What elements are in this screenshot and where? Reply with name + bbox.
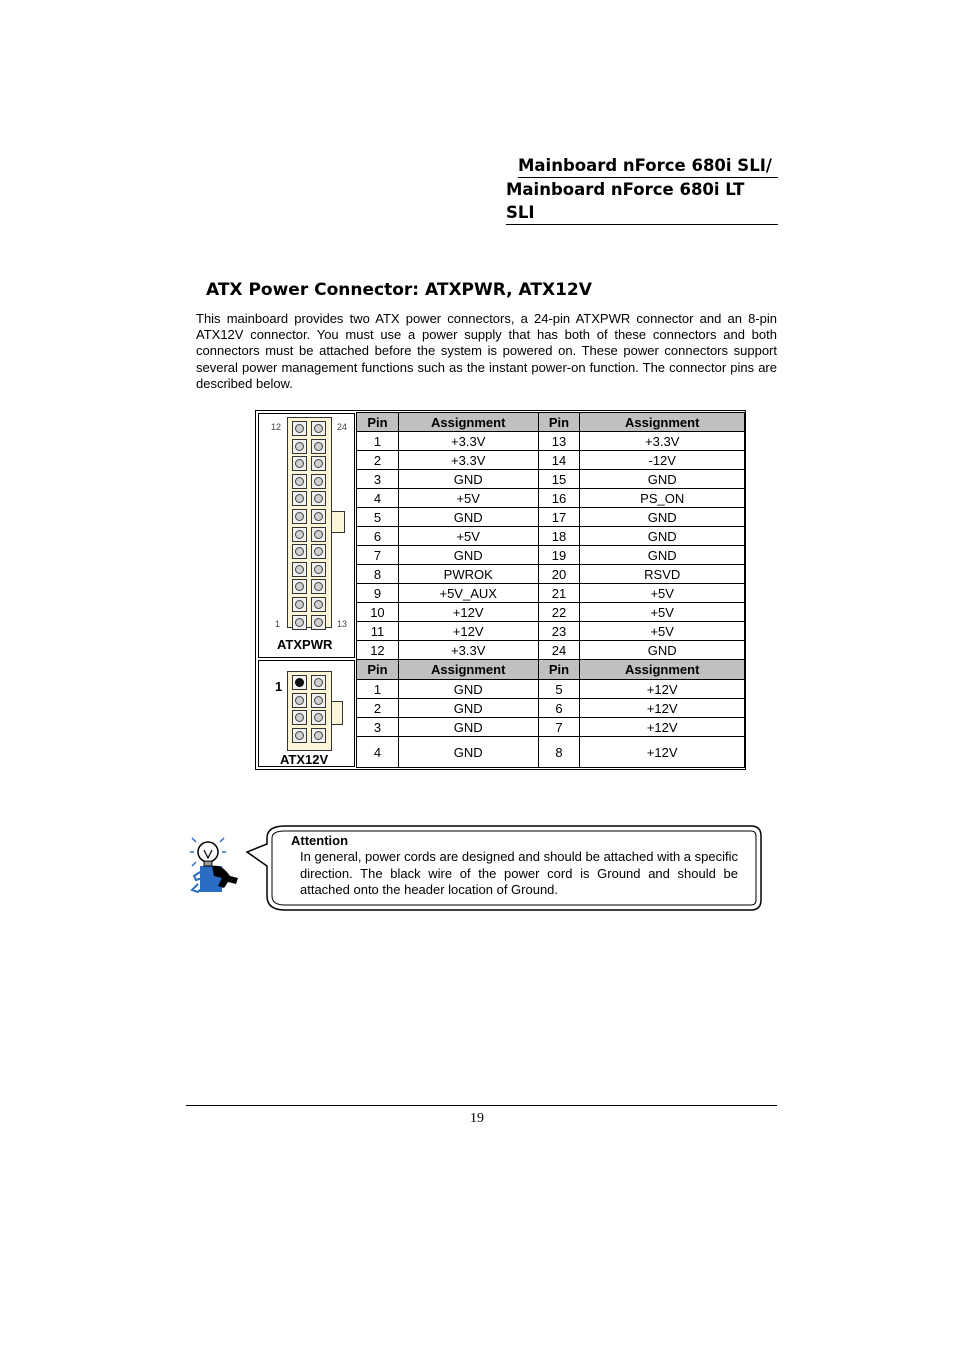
assignment-cell: GND	[398, 737, 538, 768]
pin-number-cell: 10	[357, 603, 399, 622]
table-row	[357, 737, 745, 768]
header-line-1: Mainboard nForce 680i SLI/	[518, 154, 778, 178]
connector-pin	[311, 579, 326, 594]
header-assignment: Assignment	[398, 660, 538, 680]
assignment-cell: +12V	[580, 737, 745, 768]
assignment-cell: +5V_AUX	[398, 584, 538, 603]
connector-pin	[311, 710, 326, 725]
header-line-2: Mainboard nForce 680i LT SLI	[506, 178, 778, 225]
connector-pin	[311, 544, 326, 559]
connector-pin	[311, 728, 326, 743]
assignment-cell: +5V	[398, 527, 538, 546]
assignment-cell: GND	[398, 699, 538, 718]
pin-number-cell: 2	[357, 451, 399, 470]
assignment-cell: +3.3V	[580, 432, 745, 451]
assignment-cell: GND	[580, 527, 745, 546]
assignment-cell: +12V	[580, 680, 745, 699]
pin-number-cell: 16	[538, 489, 580, 508]
connector-pin	[292, 544, 307, 559]
connector-pin	[311, 509, 326, 524]
connector-pin	[311, 456, 326, 471]
connector-pin	[292, 474, 307, 489]
connector-pin	[292, 439, 307, 454]
connector-pin	[292, 675, 307, 690]
assignment-cell: PWROK	[398, 565, 538, 584]
table-row	[357, 546, 745, 565]
pin-number-cell: 3	[357, 718, 399, 737]
attention-lightbulb-icon	[190, 836, 242, 896]
pin-number-cell: 7	[538, 718, 580, 737]
atx12v-latch-tab	[331, 701, 343, 725]
pin-number-cell: 5	[538, 680, 580, 699]
pin-number-cell: 24	[538, 641, 580, 660]
table-row	[357, 451, 745, 470]
assignment-cell: +3.3V	[398, 641, 538, 660]
connector-pin	[292, 710, 307, 725]
header-pin: Pin	[538, 660, 580, 680]
pin-number-cell: 4	[357, 737, 399, 768]
connector-pin	[292, 509, 307, 524]
attention-body: In general, power cords are designed and should be attached with a specific direction. The black wire of the power cord is Ground and should be attached onto the header location of Ground.	[300, 849, 738, 897]
attention-title: Attention	[291, 833, 349, 848]
pin-number-cell: 9	[357, 584, 399, 603]
pin-number-cell: 23	[538, 622, 580, 641]
atxpwr-connector-housing	[287, 417, 332, 628]
table-row	[357, 584, 745, 603]
table-row	[357, 432, 745, 451]
table-row	[357, 603, 745, 622]
header-assignment: Assignment	[580, 660, 745, 680]
page-header	[506, 154, 778, 225]
assignment-cell: +5V	[398, 489, 538, 508]
atxpwr-latch-tab	[331, 511, 345, 533]
atxpwr-corner-bottom-left: 1	[275, 619, 281, 629]
atxpwr-corner-top-right: 24	[337, 422, 348, 432]
atxpwr-pin-table	[356, 412, 745, 660]
connector-pin	[311, 693, 326, 708]
assignment-cell: GND	[580, 508, 745, 527]
assignment-cell: GND	[398, 546, 538, 565]
table-row	[357, 622, 745, 641]
pin-number-cell: 19	[538, 546, 580, 565]
atxpwr-corner-bottom-right: 13	[337, 619, 348, 629]
header-pin: Pin	[538, 413, 580, 432]
assignment-cell: GND	[398, 718, 538, 737]
connector-pin	[292, 728, 307, 743]
connector-pin	[292, 579, 307, 594]
pin-number-cell: 8	[357, 565, 399, 584]
assignment-cell: GND	[398, 508, 538, 527]
pin-number-cell: 1	[357, 680, 399, 699]
connector-pin	[292, 491, 307, 506]
page-number: 19	[470, 1111, 484, 1126]
connector-pin	[311, 675, 326, 690]
connector-pin	[311, 439, 326, 454]
pin-number-cell: 11	[357, 622, 399, 641]
atx12v-pin-table	[356, 659, 745, 768]
pin-number-cell: 1	[357, 432, 399, 451]
pin-number-cell: 7	[357, 546, 399, 565]
header-pin: Pin	[357, 413, 399, 432]
connector-pin	[292, 597, 307, 612]
table-row	[357, 508, 745, 527]
pin-number-cell: 2	[357, 699, 399, 718]
pin-number-cell: 22	[538, 603, 580, 622]
intro-paragraph: This mainboard provides two ATX power connectors, a 24-pin ATXPWR connector and an 8-pin ATX12V connector. You must use a power supply that has both of these connectors and both connectors must be attached before the system is powered on. These power connectors support several power management functions such as the instant power-on function. The connector pins are described below.	[196, 311, 777, 391]
atx12v-connector-housing	[287, 671, 332, 751]
table-row	[357, 565, 745, 584]
connector-pin	[311, 421, 326, 436]
table-row	[357, 489, 745, 508]
pin-number-cell: 3	[357, 470, 399, 489]
assignment-cell: GND	[398, 680, 538, 699]
connector-pin	[311, 597, 326, 612]
connector-pin	[311, 562, 326, 577]
assignment-cell: +5V	[580, 622, 745, 641]
pin-number-cell: 4	[357, 489, 399, 508]
atx12v-diagram	[258, 660, 355, 767]
header-assignment: Assignment	[580, 413, 745, 432]
pin-number-cell: 13	[538, 432, 580, 451]
assignment-cell: +12V	[580, 699, 745, 718]
assignment-cell: +12V	[580, 718, 745, 737]
atx12v-label: ATX12V	[280, 752, 329, 767]
pin-number-cell: 8	[538, 737, 580, 768]
connector-pin	[292, 693, 307, 708]
assignment-cell: -12V	[580, 451, 745, 470]
pin-number-cell: 15	[538, 470, 580, 489]
pin-number-cell: 12	[357, 641, 399, 660]
pin-number-cell: 6	[357, 527, 399, 546]
connector-pin	[311, 474, 326, 489]
header-pin: Pin	[357, 660, 399, 680]
assignment-cell: +3.3V	[398, 432, 538, 451]
atxpwr-label: ATXPWR	[277, 637, 333, 652]
assignment-cell: PS_ON	[580, 489, 745, 508]
assignment-cell: RSVD	[580, 565, 745, 584]
assignment-cell: +5V	[580, 603, 745, 622]
pin-number-cell: 14	[538, 451, 580, 470]
section-title: ATX Power Connector: ATXPWR, ATX12V	[206, 280, 592, 300]
connector-pin	[292, 456, 307, 471]
table-row	[357, 527, 745, 546]
table-row	[357, 470, 745, 489]
pin-assignment-block	[255, 410, 746, 770]
table-row	[357, 641, 745, 660]
connector-pin	[292, 615, 307, 630]
table-header-row	[357, 660, 745, 680]
connector-pin	[292, 527, 307, 542]
pin-number-cell: 18	[538, 527, 580, 546]
assignment-cell: +3.3V	[398, 451, 538, 470]
pin-number-cell: 6	[538, 699, 580, 718]
assignment-cell: +12V	[398, 603, 538, 622]
assignment-cell: +12V	[398, 622, 538, 641]
table-row	[357, 699, 745, 718]
pin-one-marker: 1	[275, 679, 283, 694]
atxpwr-corner-top-left: 12	[271, 422, 282, 432]
assignment-cell: GND	[580, 546, 745, 565]
pin-number-cell: 20	[538, 565, 580, 584]
connector-pin	[292, 421, 307, 436]
connector-pin	[311, 527, 326, 542]
pin-number-cell: 5	[357, 508, 399, 527]
table-row	[357, 718, 745, 737]
header-assignment: Assignment	[398, 413, 538, 432]
assignment-cell: GND	[398, 470, 538, 489]
connector-pin	[292, 562, 307, 577]
pin-number-cell: 17	[538, 508, 580, 527]
atxpwr-diagram	[258, 413, 355, 658]
connector-pin	[311, 615, 326, 630]
footer-rule	[186, 1105, 777, 1106]
table-row	[357, 680, 745, 699]
assignment-cell: GND	[580, 470, 745, 489]
connector-pin	[311, 491, 326, 506]
assignment-cell: GND	[580, 641, 745, 660]
assignment-cell: +5V	[580, 584, 745, 603]
table-header-row	[357, 413, 745, 432]
pin-number-cell: 21	[538, 584, 580, 603]
